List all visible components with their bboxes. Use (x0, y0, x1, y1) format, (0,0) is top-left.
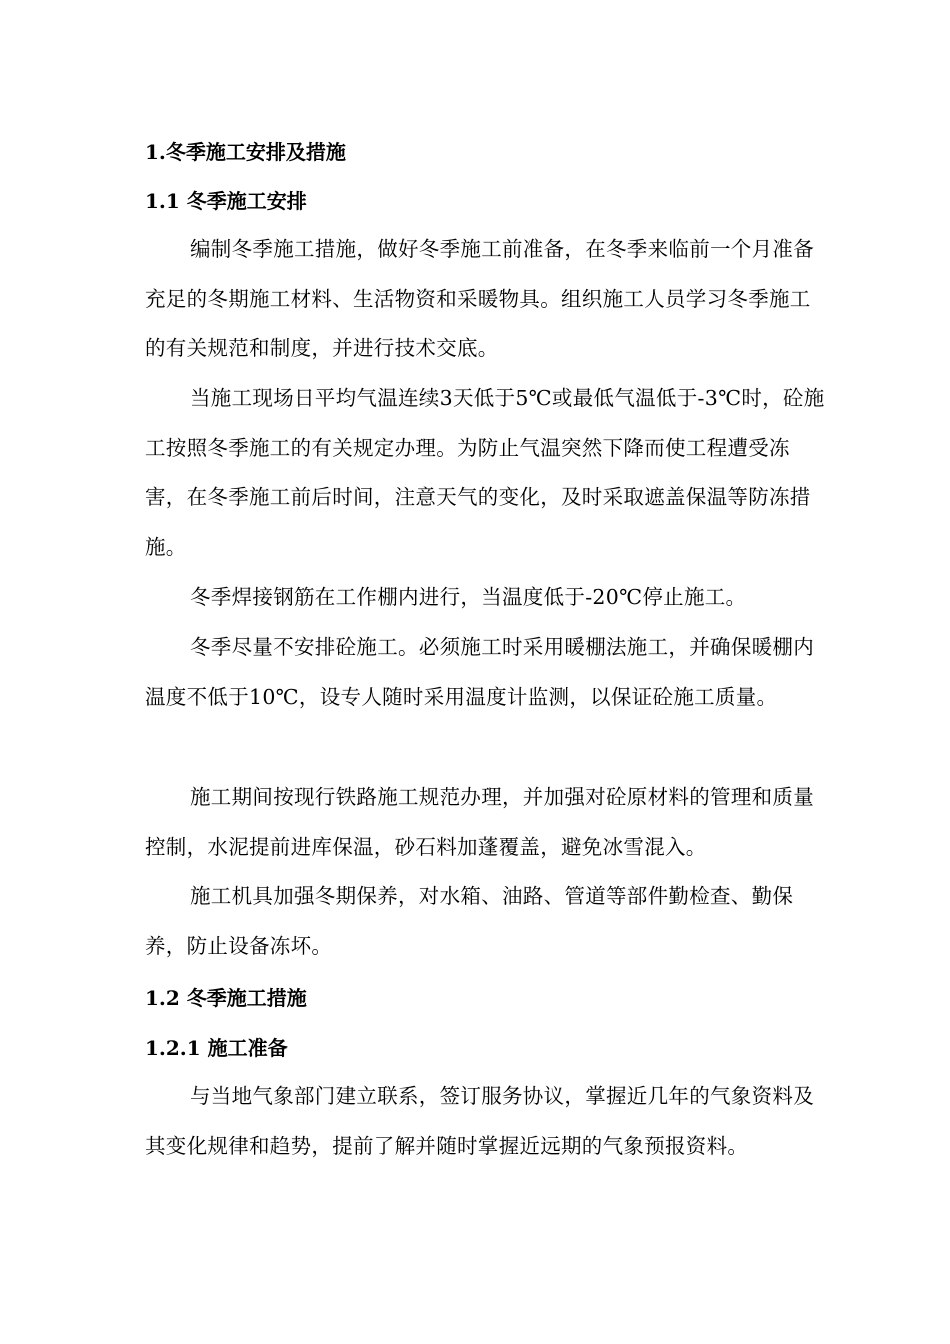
paragraph-equipment-maintenance: 施工机具加强冬期保养，对水箱、油路、管道等部件勤检查、勤保养，防止设备冻坏。 (145, 884, 794, 958)
paragraph-temperature-rule: 当施工现场日平均气温连续3天低于5℃或最低气温低于-3℃时，砼施工按照冬季施工的有关规定办理。为防止气温突然下降而使工程遭受冻害，在冬季施工前后时间，注意天气的变化，及时采取遮盖保温等防冻措施。 (145, 386, 825, 559)
paragraph-weather-service: 与当地气象部门建立联系，签订服务协议，掌握近几年的气象资料及其变化规律和趋势，提前了解并随时掌握近远期的气象预报资料。 (145, 1084, 814, 1158)
subsection-heading-1-2: 1.2 冬季施工措施 (145, 986, 307, 1010)
paragraph-concrete-greenhouse: 冬季尽量不安排砼施工。必须施工时采用暖棚法施工，并确保暖棚内温度不低于10℃，设专人随时采用温度计监测，以保证砼施工质量。 (145, 635, 814, 709)
paragraph-welding: 冬季焊接钢筋在工作棚内进行，当温度低于-20℃停止施工。 (190, 585, 747, 609)
section-heading-1: 1.冬季施工安排及措施 (145, 140, 346, 164)
paragraph-material-control: 施工期间按现行铁路施工规范办理，并加强对砼原材料的管理和质量控制，水泥提前进库保温，砂石料加蓬覆盖，避免冰雪混入。 (145, 785, 814, 859)
subsection-heading-1-1: 1.1 冬季施工安排 (145, 189, 307, 213)
paragraph-winter-preparation: 编制冬季施工措施，做好冬季施工前准备，在冬季来临前一个月准备充足的冬期施工材料、生活物资和采暖物具。组织施工人员学习冬季施工的有关规范和制度，并进行技术交底。 (145, 237, 814, 360)
subsection-heading-1-2-1: 1.2.1 施工准备 (145, 1036, 288, 1060)
